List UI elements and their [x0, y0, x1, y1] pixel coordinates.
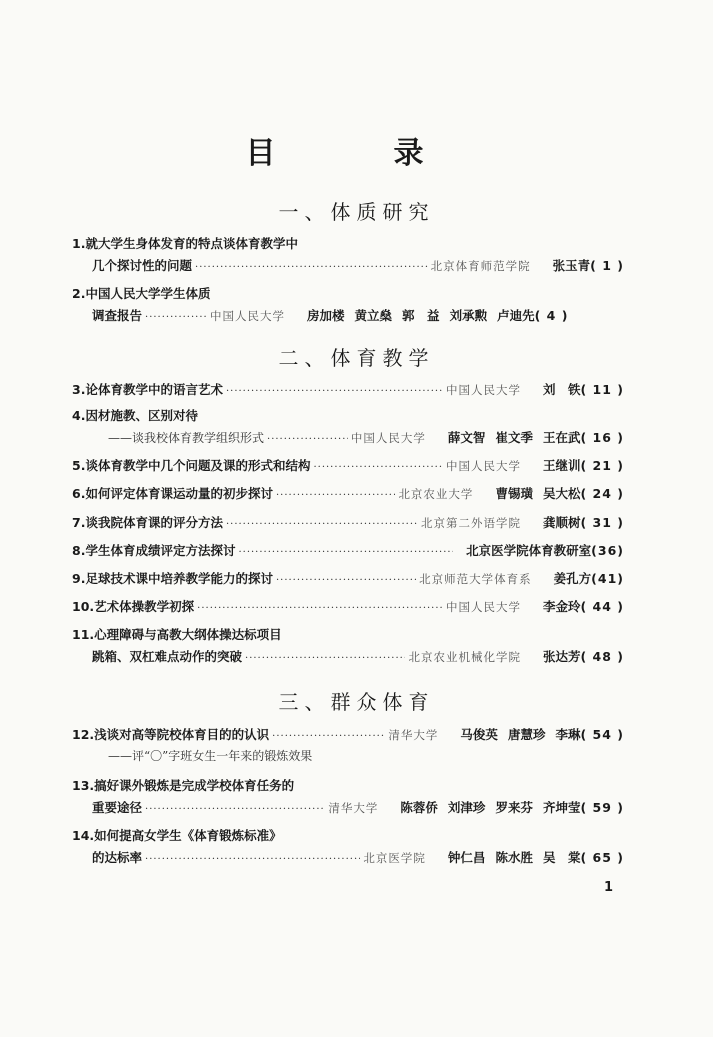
entry-author: 王在武	[542, 430, 581, 445]
entry-page: ( 4 )	[534, 308, 569, 323]
entry-institution: 中国人民大学	[445, 600, 521, 614]
toc-entry-14	[72, 826, 624, 870]
leader-dots	[313, 462, 442, 473]
entry-author: 吴 棠	[542, 850, 581, 865]
entry-number: 7.	[72, 515, 86, 530]
entry-institution: 北京医学院	[363, 851, 426, 865]
entry-author: 薛文智	[447, 430, 486, 445]
entry-author: 刘承勲	[449, 308, 488, 323]
entry-institution: 清华大学	[388, 728, 439, 742]
leader-dots	[197, 603, 443, 614]
entry-institution: 北京第二外语学院	[420, 516, 521, 530]
entry-author: 李金玲	[542, 599, 581, 614]
toc-entry-7	[72, 513, 624, 535]
entry-number: 4.	[72, 408, 86, 423]
entry-page: ( 44 )	[580, 599, 624, 614]
entry-author: 郭 益	[402, 308, 440, 323]
entry-author: 刘津珍	[447, 800, 486, 815]
entry-author: 刘 铁	[542, 382, 581, 397]
toc-entry-10	[72, 597, 624, 619]
leader-dots	[267, 434, 348, 445]
leader-dots	[145, 804, 325, 815]
entry-author: 龚顺树	[542, 515, 581, 530]
entry-title: 如何提高女学生《体育锻炼标准》	[94, 828, 282, 843]
entry-institution: 中国人民大学	[350, 431, 426, 445]
entry-title: 学生体育成绩评定方法探讨	[85, 543, 236, 558]
entry-title-cont: 几个探讨性的问题	[92, 258, 193, 273]
leader-dots	[245, 653, 405, 664]
toc-entry-5	[72, 456, 624, 478]
entry-title: 中国人民大学学生体质	[85, 286, 211, 301]
page-title: 目 录	[245, 136, 468, 171]
entry-title: 艺术体操教学初探	[94, 599, 195, 614]
leader-dots	[276, 490, 395, 501]
entry-number: 3.	[72, 382, 86, 397]
entry-institution: 中国人民大学	[445, 459, 521, 473]
entry-author: 王继训	[542, 458, 581, 473]
entry-title: 心理障碍与高教大纲体操达标项目	[94, 627, 282, 642]
entry-author: 齐坤莹	[542, 800, 581, 815]
leader-dots	[272, 731, 385, 742]
toc-entry-13	[72, 776, 624, 820]
toc-entry-6	[72, 484, 624, 506]
entry-subtitle: ——谈我校体育教学组织形式	[108, 431, 265, 445]
entry-title-cont: 重要途径	[92, 800, 143, 815]
entry-institution: 中国人民大学	[210, 309, 286, 323]
leader-dots	[145, 312, 207, 323]
entry-page: ( 48 )	[580, 649, 624, 664]
entry-author: 马俊英	[460, 727, 498, 742]
leader-dots	[195, 262, 428, 273]
toc-entry-2	[72, 284, 624, 328]
entry-number: 2.	[72, 286, 86, 301]
entry-author: 崔文季	[495, 430, 533, 445]
entry-author: 黄立燊	[354, 308, 393, 323]
entry-number: 5.	[72, 458, 86, 473]
entry-number: 12.	[72, 727, 95, 742]
entry-number: 6.	[72, 486, 86, 501]
toc-entry-8	[72, 541, 624, 563]
entry-title-cont: 跳箱、双杠难点动作的突破	[92, 649, 243, 664]
entry-page: ( 31 )	[580, 515, 624, 530]
toc-entry-1	[72, 234, 624, 278]
entry-title-cont: 的达标率	[92, 850, 143, 865]
entry-title-cont: 调查报告	[92, 308, 143, 323]
page-number: 1	[604, 880, 614, 895]
entry-author: 唐慧珍	[507, 727, 546, 742]
entry-author: 陈水胜	[495, 850, 533, 865]
toc-entry-12	[72, 725, 624, 769]
entry-page: ( 21 )	[580, 458, 624, 473]
entry-page: ( 16 )	[580, 430, 624, 445]
entry-title: 谈体育教学中几个问题及课的形式和结构	[85, 458, 311, 473]
leader-dots	[226, 519, 418, 530]
entry-author: 曹锡璜	[495, 486, 533, 501]
entry-page: ( 54 )	[580, 727, 624, 742]
entry-number: 14.	[72, 828, 95, 843]
entry-subtitle: ——评“〇”字班女生一年来的锻炼效果	[108, 749, 313, 763]
entry-institution: 北京农业机械化学院	[408, 650, 521, 664]
entry-page: ( 11 )	[580, 382, 624, 397]
entry-page: (36)	[591, 543, 624, 558]
entry-author: 姜孔方	[553, 571, 592, 586]
entry-number: 11.	[72, 627, 95, 642]
toc-entry-9	[72, 569, 624, 591]
entry-institution: 北京师范大学体育系	[419, 572, 532, 586]
entry-author: 罗来芬	[495, 800, 533, 815]
entry-title: 因材施教、区别对待	[85, 408, 198, 423]
entry-institution: 北京体育师范学院	[430, 259, 531, 273]
entry-author: 陈蓉侨	[400, 800, 438, 815]
entry-author: 张达芳	[542, 649, 581, 664]
entry-author: 吴大松	[542, 486, 581, 501]
entry-page: ( 1 )	[590, 258, 624, 273]
entry-title: 谈我院体育课的评分方法	[85, 515, 223, 530]
entry-title: 搞好课外锻炼是完成学校体育任务的	[94, 778, 295, 793]
toc-entry-4	[72, 406, 624, 450]
entry-institution: 中国人民大学	[445, 383, 521, 397]
toc-entry-3	[72, 380, 624, 402]
entry-page: ( 24 )	[580, 486, 624, 501]
entry-number: 1.	[72, 236, 86, 251]
leader-dots	[145, 854, 360, 865]
entry-title: 如何评定体育课运动量的初步探讨	[85, 486, 273, 501]
entry-institution: 北京农业大学	[398, 487, 474, 501]
entry-author: 张玉青	[552, 258, 591, 273]
entry-author: 卢迪先	[497, 308, 535, 323]
leader-dots	[226, 386, 443, 397]
entry-title: 论体育教学中的语言艺术	[85, 382, 223, 397]
entry-title: 就大学生身体发育的特点谈体育教学中	[85, 236, 298, 251]
section-heading-1: 一、体质研究	[278, 200, 435, 224]
leader-dots	[276, 575, 416, 586]
entry-page: ( 59 )	[580, 800, 624, 815]
leader-dots	[238, 547, 453, 558]
entry-number: 8.	[72, 543, 86, 558]
entry-institution: 清华大学	[328, 801, 379, 815]
toc-entry-11	[72, 625, 624, 669]
entry-page: (41)	[591, 571, 624, 586]
section-heading-2: 二、体育教学	[278, 346, 435, 370]
entry-author: 钟仁昌	[447, 850, 486, 865]
entry-author: 李琳	[555, 727, 581, 742]
entry-page: ( 65 )	[580, 850, 624, 865]
entry-number: 10.	[72, 599, 95, 614]
entry-author: 房加楼	[307, 308, 345, 323]
entry-author: 北京医学院体育教研室	[466, 543, 592, 558]
entry-number: 9.	[72, 571, 86, 586]
entry-number: 13.	[72, 778, 95, 793]
entry-title: 浅谈对高等院校体育目的的认识	[94, 727, 270, 742]
entry-title: 足球技术课中培养教学能力的探讨	[85, 571, 273, 586]
section-heading-3: 三、群众体育	[278, 690, 435, 714]
